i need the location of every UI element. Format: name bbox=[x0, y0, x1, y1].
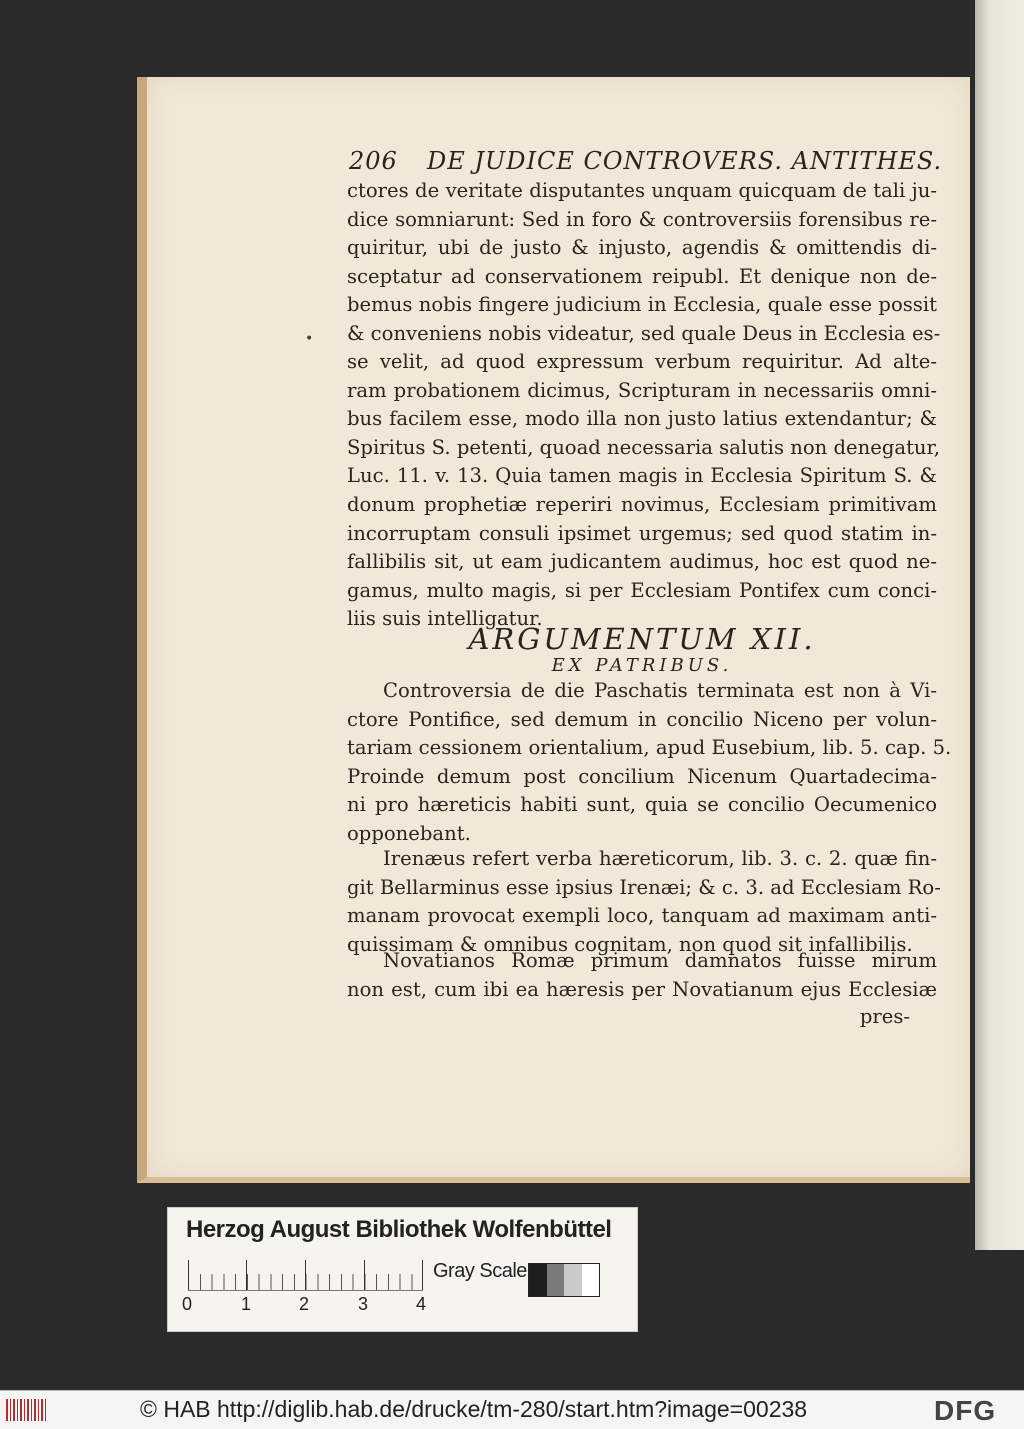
ruler-major-tick bbox=[188, 1260, 189, 1290]
text-line: donum prophetiæ reperiri novimus, Ecclesiam primitivam bbox=[347, 493, 937, 517]
text-line: ni pro hæreticis habiti sunt, quia se concilio Oecumenico bbox=[347, 793, 937, 817]
color-calibration-card bbox=[167, 1207, 638, 1332]
text-line: Controversia de die Paschatis terminata est non à Vi- bbox=[383, 679, 937, 702]
text-line: fallibilis sit, ut eam judicantem audimus, hoc est quod ne- bbox=[347, 550, 937, 574]
text-line: Spiritus S. petenti, quoad necessaria salutis non denegatur, bbox=[347, 435, 940, 459]
paragraph-3 bbox=[347, 845, 941, 959]
page-number: 206 bbox=[349, 147, 398, 175]
barcode-icon bbox=[6, 1399, 46, 1421]
text-line: git Bellarminus esse ipsius Irenæi; & c. 3. ad Ecclesiam Ro- bbox=[347, 875, 941, 899]
dfg-logo: DFG bbox=[934, 1395, 997, 1426]
paragraph-2 bbox=[347, 677, 952, 848]
text-line: bus facilem esse, modo illa non justo latius extendantur; & bbox=[347, 407, 937, 431]
ruler-number: 0 bbox=[182, 1294, 193, 1314]
text-line: ram probationem dicimus, Scripturam in necessariis omni- bbox=[347, 378, 937, 402]
text-line: opponebant. bbox=[347, 821, 471, 845]
running-title: DE JUDICE CONTROVERS. ANTITHES. bbox=[427, 147, 943, 175]
ruler-number: 1 bbox=[241, 1294, 252, 1314]
text-line: non est, cum ibi ea hæresis per Novatianum ejus Ecclesiæ bbox=[347, 977, 937, 1001]
gray-scale-swatch bbox=[528, 1263, 600, 1297]
text-line: Luc. 11. v. 13. Quia tamen magis in Ecclesia Spiritum S. & bbox=[347, 464, 937, 488]
section-heading: ARGUMENTUM XII. bbox=[468, 622, 816, 656]
ruler-major-tick bbox=[305, 1260, 306, 1290]
ruler-number: 2 bbox=[299, 1294, 310, 1314]
gray-patch bbox=[582, 1264, 600, 1296]
ruler-number: 4 bbox=[416, 1294, 427, 1314]
text-line: tariam cessionem orientalium, apud Eusebium, lib. 5. cap. 5. bbox=[347, 736, 952, 760]
ruler-major-tick bbox=[422, 1260, 423, 1290]
library-name: Herzog August Bibliothek Wolfenbüttel bbox=[186, 1216, 612, 1243]
text-line: sceptatur ad conservationem reipubl. Et denique non de- bbox=[347, 264, 937, 288]
text-line: Novatianos Romæ primum damnatos fuisse mirum bbox=[383, 949, 937, 972]
paragraph-4 bbox=[347, 947, 937, 1004]
text-line: quissimam & omnibus cognitam, non quod sit infallibilis. bbox=[347, 932, 913, 956]
text-line: incorruptam consuli ipsimet urgemus; sed quod statim in- bbox=[347, 521, 937, 545]
text-line: bemus nobis fingere judicium in Ecclesia, quale esse possit bbox=[347, 293, 937, 317]
text-line: se velit, ad quod expressum verbum requiritur. Ad alte- bbox=[347, 350, 937, 374]
copyright-url[interactable]: © HAB http://diglib.hab.de/drucke/tm-280/start.htm?image=00238 bbox=[140, 1396, 808, 1422]
catchword: pres- bbox=[859, 1005, 910, 1028]
ruler-major-tick bbox=[364, 1260, 365, 1290]
gray-scale-label: Gray Scale bbox=[433, 1260, 527, 1282]
text-line: liis suis intelligatur. bbox=[347, 607, 543, 631]
paragraph-1 bbox=[347, 177, 941, 634]
section-subheading: EX PATRIBUS. bbox=[551, 655, 733, 676]
text-line: & conveniens nobis videatur, sed quale Deus in Ecclesia es- bbox=[347, 321, 941, 345]
text-line: gamus, multo magis, si per Ecclesiam Pontifex cum conci- bbox=[347, 578, 937, 602]
footer-bar bbox=[0, 1390, 1024, 1429]
facing-page-edge bbox=[975, 0, 1024, 1250]
ruler bbox=[188, 1260, 423, 1291]
text-line: ctores de veritate disputantes unquam quicquam de tali ju- bbox=[347, 179, 937, 202]
text-line: dice somniarunt: Sed in foro & controversiis forensibus re- bbox=[347, 207, 937, 231]
text-line: ctore Pontifice, sed demum in concilio Niceno per volun- bbox=[347, 707, 937, 731]
text-line: quiritur, ubi de justo & injusto, agendis & omittendis di- bbox=[347, 236, 937, 260]
ruler-major-tick bbox=[246, 1260, 247, 1290]
book-page bbox=[137, 77, 970, 1183]
ruler-number: 3 bbox=[358, 1294, 369, 1314]
margin-mark: • bbox=[305, 331, 314, 347]
gray-patch bbox=[564, 1264, 582, 1296]
text-line: Irenæus refert verba hæreticorum, lib. 3. c. 2. quæ fin- bbox=[383, 847, 937, 870]
gray-patch bbox=[529, 1264, 547, 1296]
text-line: Proinde demum post concilium Nicenum Quartadecima- bbox=[347, 764, 937, 788]
text-line: manam provocat exempli loco, tanquam ad maximam anti- bbox=[347, 904, 937, 928]
gray-patch bbox=[547, 1264, 565, 1296]
